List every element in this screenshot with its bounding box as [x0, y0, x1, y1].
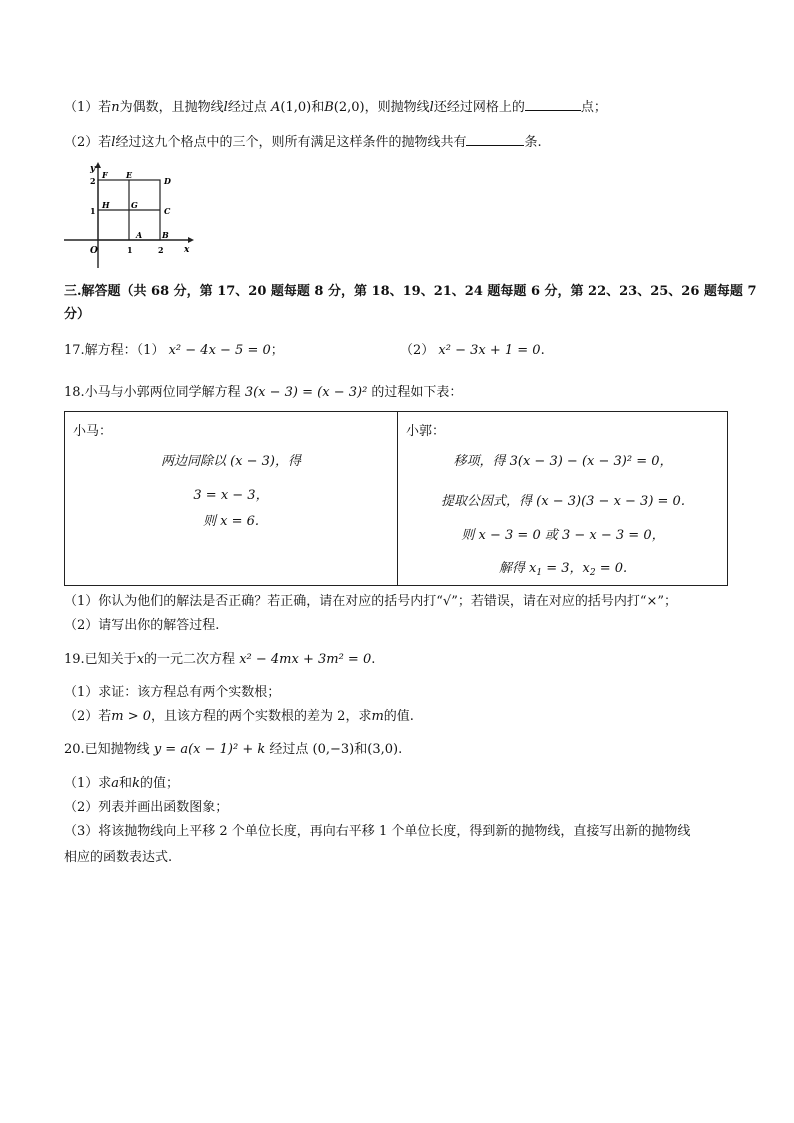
text: . [371, 652, 376, 667]
solution-step [398, 557, 728, 576]
text: 经过点 [269, 742, 309, 757]
origin-label: O [90, 246, 98, 256]
text: 和 [119, 776, 133, 791]
solution-step: 则 x = 6. [202, 514, 260, 529]
q20-part3: （3）将该抛物线向上平移 2 个单位长度，再向右平移 1 个单位长度，得到新的抛物线，直接写出新的抛物线 [64, 824, 691, 839]
point-e-label: E [126, 170, 133, 180]
text: 17.解方程：（1） [64, 343, 165, 358]
tick-y2: 2 [90, 176, 96, 186]
text: ，则抛物线 [364, 100, 430, 115]
tick-x2: 2 [158, 245, 164, 255]
y-axis-label: y [90, 164, 96, 174]
cell-head: 小郭： [406, 424, 446, 439]
text: = 3，x [542, 561, 590, 576]
q19-intro [64, 651, 375, 669]
point-a-coord: (1,0) [280, 100, 312, 115]
equation: x² − 3x + 1 = 0 [438, 343, 541, 358]
q20-part3-cont: 相应的函数表达式. [64, 850, 173, 865]
var-n: n [111, 100, 120, 115]
var-k: k [132, 776, 140, 791]
subscript: 1 [536, 568, 543, 578]
y-axis-arrow-icon [95, 162, 101, 168]
var-x: x [136, 652, 145, 667]
q20-part1 [64, 775, 179, 793]
text: 解得 x [498, 561, 537, 576]
equation: y = a(x − 1)² + k [153, 742, 266, 757]
text: 点； [580, 100, 607, 115]
q18-intro [64, 384, 462, 402]
q16-part2 [64, 133, 542, 152]
equation: x² − 4x − 5 = 0 [168, 343, 271, 358]
point-h-label: H [102, 200, 110, 210]
tick-x1: 1 [127, 245, 133, 255]
text: 20.已知抛物线 [64, 742, 150, 757]
solution-step: 3 = x − 3， [193, 488, 269, 503]
var-l: l [429, 100, 434, 115]
tick-y1: 1 [90, 206, 96, 216]
point-coord: (3,0) [367, 742, 399, 757]
x-axis-arrow-icon [188, 237, 194, 243]
equation: x² − 4mx + 3m² = 0 [239, 652, 372, 667]
q18-part2: （2）请写出你的解答过程. [64, 618, 220, 633]
text: . [398, 742, 403, 757]
equation: 3(x − 3) = (x − 3)² [244, 385, 368, 400]
solution-table [64, 411, 728, 586]
table-cell-xiaoguo [398, 412, 728, 585]
grid-figure [64, 160, 194, 272]
solution-step: 移项，得 3(x − 3) − (x − 3)² = 0， [453, 454, 673, 469]
text: 的值. [383, 709, 414, 724]
text: （2） [400, 343, 435, 358]
text: 和 [354, 742, 368, 757]
solution-step: 提取公因式，得 (x − 3)(3 − x − 3) = 0. [441, 494, 685, 509]
point-g-label: G [131, 200, 138, 210]
text: 的一元二次方程 [144, 652, 236, 667]
text: 经过这九个格点中的三个，则所有满足这样条件的抛物线共有 [115, 135, 467, 150]
point-b-coord: (2,0) [333, 100, 365, 115]
var-l: l [223, 100, 228, 115]
q16-part1 [64, 98, 607, 117]
point-a-label: A [136, 230, 143, 240]
q20-part2: （2）列表并画出函数图象； [64, 800, 229, 815]
point-f-label: F [102, 170, 108, 180]
point-a: A [271, 100, 281, 115]
var-m: m [371, 709, 384, 724]
var-l: l [111, 135, 116, 150]
solution-step: 则 x − 3 = 0 或 3 − x − 3 = 0， [461, 528, 665, 543]
text: （2）若 [64, 135, 112, 150]
text: . [540, 343, 545, 358]
section3-heading-cont: 分） [64, 307, 91, 322]
text: = 0. [595, 561, 628, 576]
point-d-label: D [164, 176, 171, 186]
var-a: a [111, 776, 120, 791]
text: （2）若 [64, 709, 112, 724]
answer-blank[interactable] [525, 98, 581, 111]
x-axis-label: x [184, 245, 190, 255]
point-b: B [324, 100, 334, 115]
section3-heading: 三.解答题（共 68 分，第 17、20 题每题 8 分，第 18、19、21、24 题每题 6 分，第 22、23、25、26 题每题 7 [64, 284, 757, 299]
condition: m > 0 [111, 709, 152, 724]
text: （1）若 [64, 100, 112, 115]
point-coord: (0,−3) [312, 742, 355, 757]
text: 的过程如下表： [371, 385, 463, 400]
text: 和 [311, 100, 325, 115]
text: ，且该方程的两个实数根的差为 2，求 [151, 709, 372, 724]
q20-intro [64, 741, 402, 759]
text: 条. [524, 135, 542, 150]
text: 为偶数，且抛物线 [119, 100, 224, 115]
q19-part1: （1）求证：该方程总有两个实数根； [64, 685, 281, 700]
q17-part2 [400, 342, 545, 360]
q19-part2 [64, 708, 414, 726]
text: 18.小马与小郭两位同学解方程 [64, 385, 241, 400]
q17 [64, 342, 284, 360]
text: 19.已知关于 [64, 652, 137, 667]
solution-step: 两边同除以 (x − 3)，得 [160, 454, 302, 469]
text: 的值； [139, 776, 179, 791]
point-c-label: C [164, 206, 171, 216]
text: 还经过网格上的 [433, 100, 525, 115]
text: （1）求 [64, 776, 112, 791]
q18-part1: （1）你认为他们的解法是否正确？若正确，请在对应的括号内打“√”；若错误，请在对应的括号内打“×”； [64, 594, 678, 609]
text: 经过点 [227, 100, 267, 115]
table-cell-xiaoma [65, 412, 397, 585]
answer-blank[interactable] [466, 133, 524, 146]
subscript: 2 [589, 568, 596, 578]
text: ； [270, 343, 284, 358]
cell-head: 小马： [73, 424, 113, 439]
point-b-label: B [162, 230, 169, 240]
